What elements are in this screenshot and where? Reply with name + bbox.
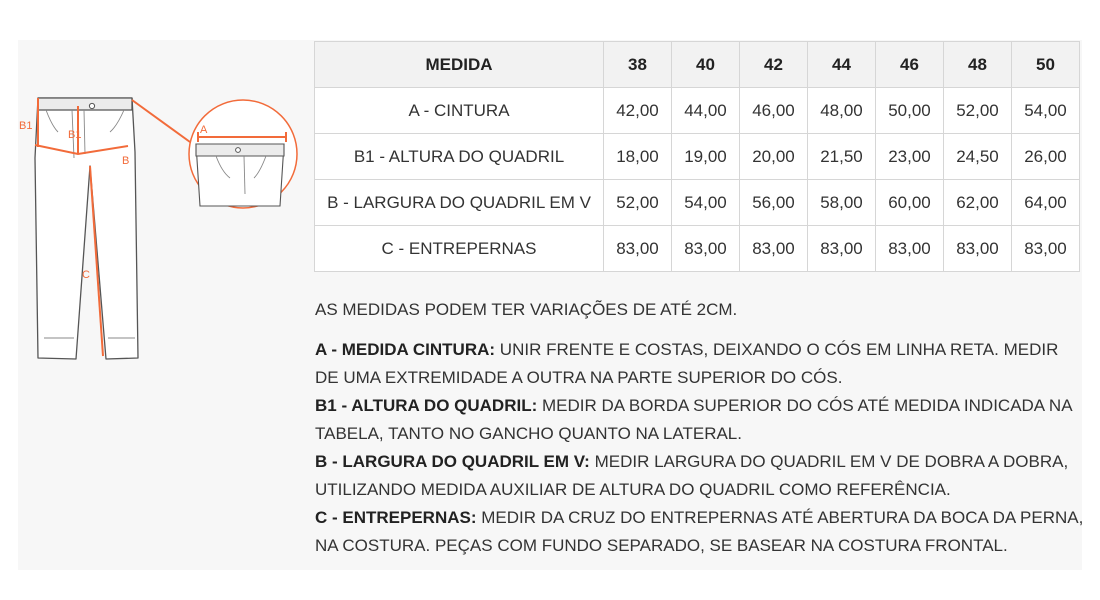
a-label: A xyxy=(200,124,208,136)
table-cell: 50,00 xyxy=(876,88,944,134)
table-cell: 83,00 xyxy=(604,226,672,272)
table-cell: 83,00 xyxy=(672,226,740,272)
table-cell: 52,00 xyxy=(604,180,672,226)
size-table xyxy=(314,41,1080,272)
table-cell: 48,00 xyxy=(808,88,876,134)
table-cell: 83,00 xyxy=(944,226,1012,272)
table-row xyxy=(315,88,1080,134)
header-size: 46 xyxy=(876,42,944,88)
table-cell: 42,00 xyxy=(604,88,672,134)
definition-text: MEDIR LARGURA DO QUADRIL EM V DE DOBRA A DOBRA, UTILIZANDO MEDIDA AUXILIAR DE ALTURA DO QUADRIL COMO REFERÊNCIA. xyxy=(315,452,1069,499)
header-size: 50 xyxy=(1012,42,1080,88)
c-label: C xyxy=(82,269,90,281)
definition-term: B1 - ALTURA DO QUADRIL: xyxy=(315,396,538,415)
table-cell: 20,00 xyxy=(740,134,808,180)
definition-text: MEDIR DA CRUZ DO ENTREPERNAS ATÉ ABERTURA DA BOCA DA PERNA, NA COSTURA. PEÇAS COM FUNDO SEPARADO, SE BASEAR NA COSTURA FRONTAL. xyxy=(315,508,1084,555)
table-cell: 83,00 xyxy=(1012,226,1080,272)
table-cell: 46,00 xyxy=(740,88,808,134)
header-size: 42 xyxy=(740,42,808,88)
header-size: 38 xyxy=(604,42,672,88)
table-cell: 44,00 xyxy=(672,88,740,134)
definition-text: MEDIR DA BORDA SUPERIOR DO CÓS ATÉ MEDIDA INDICADA NA TABELA, TANTO NO GANCHO QUANTO NA LATERAL. xyxy=(315,396,1072,443)
table-cell: 26,00 xyxy=(1012,134,1080,180)
waist-zoom-detail xyxy=(189,100,297,208)
table-cell: 83,00 xyxy=(740,226,808,272)
table-header-row xyxy=(315,42,1080,88)
b1-inner-label: B1 xyxy=(68,129,82,141)
row-label: C - ENTREPERNAS xyxy=(315,226,604,272)
table-cell: 24,50 xyxy=(944,134,1012,180)
row-label: A - CINTURA xyxy=(315,88,604,134)
measurement-notes xyxy=(315,296,1085,560)
table-cell: 23,00 xyxy=(876,134,944,180)
variation-note: AS MEDIDAS PODEM TER VARIAÇÕES DE ATÉ 2CM. xyxy=(315,300,738,319)
definition-waist xyxy=(315,336,1085,392)
b-label: B xyxy=(122,155,130,167)
table-cell: 54,00 xyxy=(1012,88,1080,134)
table-cell: 60,00 xyxy=(876,180,944,226)
definition-inseam xyxy=(315,504,1085,560)
table-row xyxy=(315,180,1080,226)
table-cell: 64,00 xyxy=(1012,180,1080,226)
table-cell: 83,00 xyxy=(808,226,876,272)
pants-outline xyxy=(35,98,138,359)
definition-hip-height xyxy=(315,392,1085,448)
table-cell: 18,00 xyxy=(604,134,672,180)
table-cell: 19,00 xyxy=(672,134,740,180)
table-row xyxy=(315,134,1080,180)
table-cell: 83,00 xyxy=(876,226,944,272)
definition-term: B - LARGURA DO QUADRIL EM V: xyxy=(315,452,590,471)
table-cell: 56,00 xyxy=(740,180,808,226)
definition-text: UNIR FRENTE E COSTAS, DEIXANDO O CÓS EM LINHA RETA. MEDIR DE UMA EXTREMIDADE A OUTRA NA PARTE SUPERIOR DO CÓS. xyxy=(315,340,1059,387)
b1-label: B1 xyxy=(19,120,33,132)
table-cell: 62,00 xyxy=(944,180,1012,226)
definition-term: C - ENTREPERNAS: xyxy=(315,508,477,527)
table-cell: 54,00 xyxy=(672,180,740,226)
header-measure: MEDIDA xyxy=(315,42,604,88)
header-size: 40 xyxy=(672,42,740,88)
table-cell: 21,50 xyxy=(808,134,876,180)
row-label: B - LARGURA DO QUADRIL EM V xyxy=(315,180,604,226)
definition-term: A - MEDIDA CINTURA: xyxy=(315,340,496,359)
definition-hip-width xyxy=(315,448,1085,504)
header-size: 48 xyxy=(944,42,1012,88)
row-label: B1 - ALTURA DO QUADRIL xyxy=(315,134,604,180)
table-cell: 52,00 xyxy=(944,88,1012,134)
header-size: 44 xyxy=(808,42,876,88)
button-icon xyxy=(89,103,94,108)
table-cell: 58,00 xyxy=(808,180,876,226)
table-row xyxy=(315,226,1080,272)
pants-measurement-illustration xyxy=(18,88,308,378)
